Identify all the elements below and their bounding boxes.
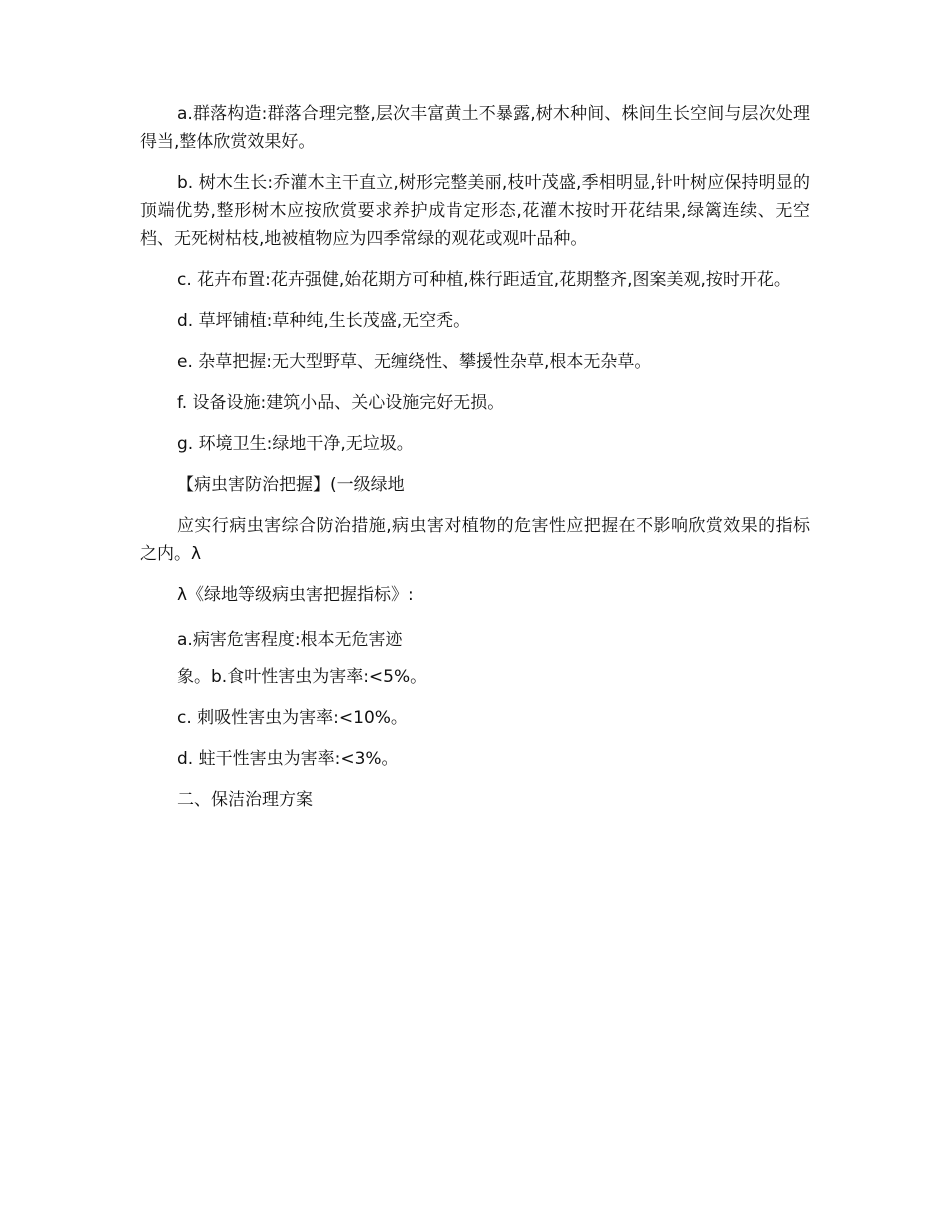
paragraph-lawn-planting: d. 草坪铺植:草种纯,生长茂盛,无空秃。 (177, 311, 471, 331)
paragraph-disease-degree: a.病害危害程度:根本无危害迹 (177, 630, 403, 650)
paragraph-flower-layout: c. 花卉布置:花卉强健,始花期方可种植,株行距适宜,花期整齐,图案美观,按时开花。 (177, 270, 791, 290)
paragraph-sanitation: g. 环境卫生:绿地干净,无垃圾。 (177, 434, 414, 454)
paragraph-pest-index-title: λ《绿地等级病虫害把握指标》: (177, 585, 414, 605)
paragraph-tree-growth: b. 树木生长:乔灌木主干直立,树形完整美丽,枝叶茂盛,季相明显,针叶树应保持明显的顶端优势,整形树木应按欣赏要求养护成肯定形态,花灌木按时开花结果,绿篱连续、无空档、无死树枯枝,地被植物应为四季常绿的观花或观叶品种。 (140, 173, 810, 249)
paragraph-sucking-pests: c. 刺吸性害虫为害率:<10%。 (177, 708, 408, 728)
section-heading-cleaning-plan: 二、保洁治理方案 (177, 790, 313, 810)
paragraph-borer-pests: d. 蛀干性害虫为害率:<3%。 (177, 749, 399, 769)
section-heading-pest-control: 【病虫害防治把握】(一级绿地 (177, 475, 405, 495)
document-body (140, 100, 810, 827)
paragraph-weed-control: e. 杂草把握:无大型野草、无缠绕性、攀援性杂草,根本无杂草。 (177, 352, 652, 372)
paragraph-community-structure: a.群落构造:群落合理完整,层次丰富黄土不暴露,树木种间、株间生长空间与层次处理得当,整体欣赏效果好。 (140, 104, 810, 152)
paragraph-pest-measures: 应实行病虫害综合防治措施,病虫害对植物的危害性应把握在不影响欣赏效果的指标之内。λ (140, 516, 810, 564)
paragraph-facilities: f. 设备设施:建筑小品、关心设施完好无损。 (177, 393, 505, 413)
paragraph-leaf-eating-pests: 象。b.食叶性害虫为害率:<5%。 (177, 667, 428, 687)
